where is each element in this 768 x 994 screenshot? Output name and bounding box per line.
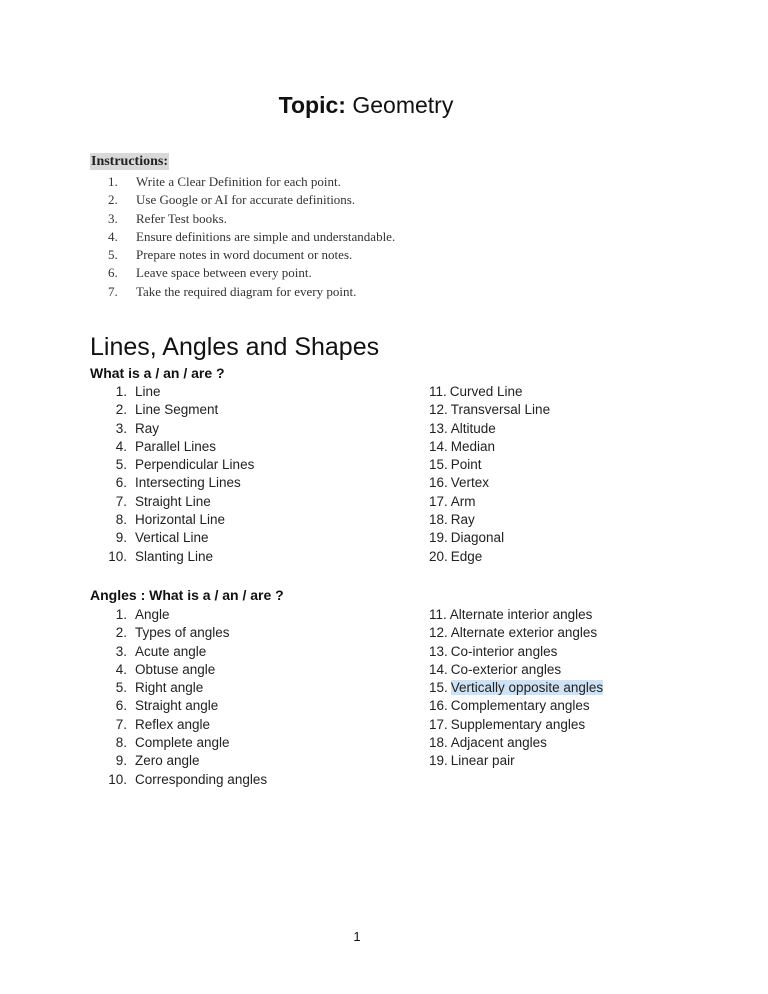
list-number: 9. [115, 753, 127, 769]
list-number: 14. [429, 661, 448, 677]
list-item-text: Transversal Line [450, 402, 551, 418]
list-item [90, 456, 390, 474]
list-item [90, 734, 390, 752]
instruction-item [90, 283, 690, 301]
list-number: 2. [115, 625, 127, 641]
list-number: 19. [429, 753, 448, 769]
list-item [90, 771, 390, 789]
list-item [90, 643, 390, 661]
list-number: 6. [115, 698, 127, 714]
list-item-text: Types of angles [135, 625, 230, 641]
list-number: 13. [429, 420, 448, 436]
list-item-text: Acute angle [135, 643, 207, 659]
title-value: Geometry [352, 92, 454, 118]
instructions-list [90, 173, 690, 301]
list-item-text: Slanting Line [135, 548, 214, 564]
list-item [90, 438, 390, 456]
list-item [90, 511, 390, 529]
lines-list-left [90, 383, 390, 566]
instructions-heading: Instructions: [91, 154, 169, 169]
list-item-text: Intersecting Lines [135, 475, 241, 491]
list-item-text: Edge [450, 548, 483, 564]
list-number: 5. [108, 247, 118, 263]
list-number: 5. [115, 457, 127, 473]
list-number: 11. [429, 384, 447, 399]
list-number: 18. [429, 735, 448, 751]
list-item-text: Reflex angle [135, 716, 211, 732]
list-item [429, 438, 729, 456]
list-number: 17. [429, 716, 448, 732]
list-item-text: Horizontal Line [135, 512, 226, 528]
list-number: 10. [108, 548, 127, 564]
list-number: 16. [429, 698, 448, 714]
list-item [429, 716, 729, 734]
list-number: 7. [115, 493, 127, 509]
list-number: 16. [429, 475, 448, 491]
list-number: 1. [108, 174, 118, 189]
list-number: 3. [108, 210, 118, 226]
list-number: 3. [115, 643, 127, 659]
list-item-text: Adjacent angles [450, 735, 547, 751]
angles-heading: Angles : What is a / an / are ? [90, 587, 284, 603]
list-item-text: Co-exterior angles [450, 661, 562, 677]
list-number: 15. [429, 680, 448, 696]
instruction-item [90, 246, 690, 264]
list-number: 6. [115, 475, 127, 491]
instruction-text: Use Google or AI for accurate definitions. [136, 192, 356, 208]
list-item-text: Zero angle [135, 753, 200, 769]
list-number: 13. [429, 643, 448, 659]
list-number: 1. [115, 607, 127, 622]
instruction-text: Refer Test books. [136, 210, 227, 226]
list-number: 1. [115, 384, 127, 399]
instruction-text: Write a Clear Definition for each point. [136, 174, 341, 189]
list-item [90, 529, 390, 547]
list-number: 10. [108, 771, 127, 787]
list-number: 5. [115, 680, 127, 696]
list-item [429, 624, 729, 642]
list-item-text: Alternate interior angles [449, 607, 593, 622]
angles-list-left [90, 606, 390, 789]
list-item-text: Line Segment [135, 402, 219, 418]
list-item-text: Vertex [450, 475, 490, 491]
list-item [429, 383, 729, 401]
list-number: 9. [115, 530, 127, 546]
list-number: 11. [429, 607, 447, 622]
list-item [90, 679, 390, 697]
list-number: 2. [115, 402, 127, 418]
list-item-text: Linear pair [450, 753, 515, 769]
list-item-text: Point [450, 457, 482, 473]
list-item [90, 474, 390, 492]
list-item-text: Diagonal [450, 530, 505, 546]
list-number: 7. [108, 283, 118, 299]
list-item-text: Parallel Lines [135, 438, 217, 454]
list-item [90, 716, 390, 734]
list-item [90, 606, 390, 624]
lines-heading: What is a / an / are ? [90, 365, 225, 381]
list-item [429, 456, 729, 474]
list-item [429, 474, 729, 492]
list-number: 8. [115, 735, 127, 751]
list-item-text: Line [135, 384, 161, 399]
list-item-text: Median [450, 438, 496, 454]
list-item-text: Altitude [450, 420, 496, 436]
instruction-item [90, 228, 690, 246]
list-item [429, 401, 729, 419]
list-item [429, 734, 729, 752]
title-label: Topic: [278, 92, 346, 118]
list-item-text: Ray [135, 420, 160, 436]
list-number: 20. [429, 548, 448, 564]
list-item-text: Complementary angles [450, 698, 590, 714]
list-item-text: Curved Line [449, 384, 523, 399]
list-number: 7. [115, 716, 127, 732]
list-item [90, 697, 390, 715]
list-number: 15. [429, 457, 448, 473]
instructions-block [90, 153, 690, 301]
list-number: 17. [429, 493, 448, 509]
instruction-text: Prepare notes in word document or notes. [136, 247, 353, 263]
list-item [429, 606, 729, 624]
list-item-text: Ray [450, 512, 475, 528]
list-number: 6. [108, 265, 118, 281]
page-title [0, 90, 732, 120]
list-number: 4. [108, 228, 118, 244]
list-number: 12. [429, 402, 448, 418]
instruction-item [90, 173, 690, 191]
list-item [90, 401, 390, 419]
highlighted-list-item-text: Vertically opposite angles [450, 680, 604, 696]
list-item-text: Supplementary angles [450, 716, 586, 732]
lines-list-right [429, 383, 729, 566]
list-item-text: Straight angle [135, 698, 219, 714]
list-item [429, 661, 729, 679]
list-number: 18. [429, 512, 448, 528]
list-item [429, 420, 729, 438]
list-item-text: Right angle [135, 680, 204, 696]
list-item-text: Angle [135, 607, 170, 622]
instruction-text: Ensure definitions are simple and understandable. [136, 228, 396, 244]
list-number: 4. [115, 438, 127, 454]
angles-list-right [429, 606, 729, 771]
list-item [429, 493, 729, 511]
list-item-text: Complete angle [135, 735, 230, 751]
list-item [90, 661, 390, 679]
instruction-text: Leave space between every point. [136, 265, 312, 281]
instruction-item [90, 191, 690, 209]
list-item [90, 752, 390, 770]
list-number: 2. [108, 192, 118, 208]
list-number: 4. [115, 661, 127, 677]
list-item [90, 383, 390, 401]
list-item-text: Alternate exterior angles [450, 625, 598, 641]
list-number: 14. [429, 438, 448, 454]
list-item-text: Co-interior angles [450, 643, 558, 659]
list-number: 12. [429, 625, 448, 641]
list-number: 8. [115, 512, 127, 528]
list-item-text: Perpendicular Lines [135, 457, 255, 473]
instruction-item [90, 264, 690, 282]
list-item [429, 511, 729, 529]
list-item [429, 679, 729, 697]
list-item [429, 643, 729, 661]
list-item-text: Arm [450, 493, 476, 509]
page-number: 1 [353, 929, 361, 944]
list-number: 3. [115, 420, 127, 436]
list-item-text: Obtuse angle [135, 661, 216, 677]
list-item [429, 529, 729, 547]
list-item [429, 697, 729, 715]
list-item [90, 548, 390, 566]
list-item [429, 752, 729, 770]
list-item-text: Vertical Line [135, 530, 209, 546]
list-item [90, 624, 390, 642]
list-number: 19. [429, 530, 448, 546]
list-item-text: Corresponding angles [135, 771, 268, 787]
section-title: Lines, Angles and Shapes [90, 333, 380, 361]
list-item [90, 420, 390, 438]
list-item [90, 493, 390, 511]
list-item-text: Straight Line [135, 493, 211, 509]
list-item [429, 548, 729, 566]
instruction-item [90, 210, 690, 228]
instruction-text: Take the required diagram for every point. [136, 283, 357, 299]
